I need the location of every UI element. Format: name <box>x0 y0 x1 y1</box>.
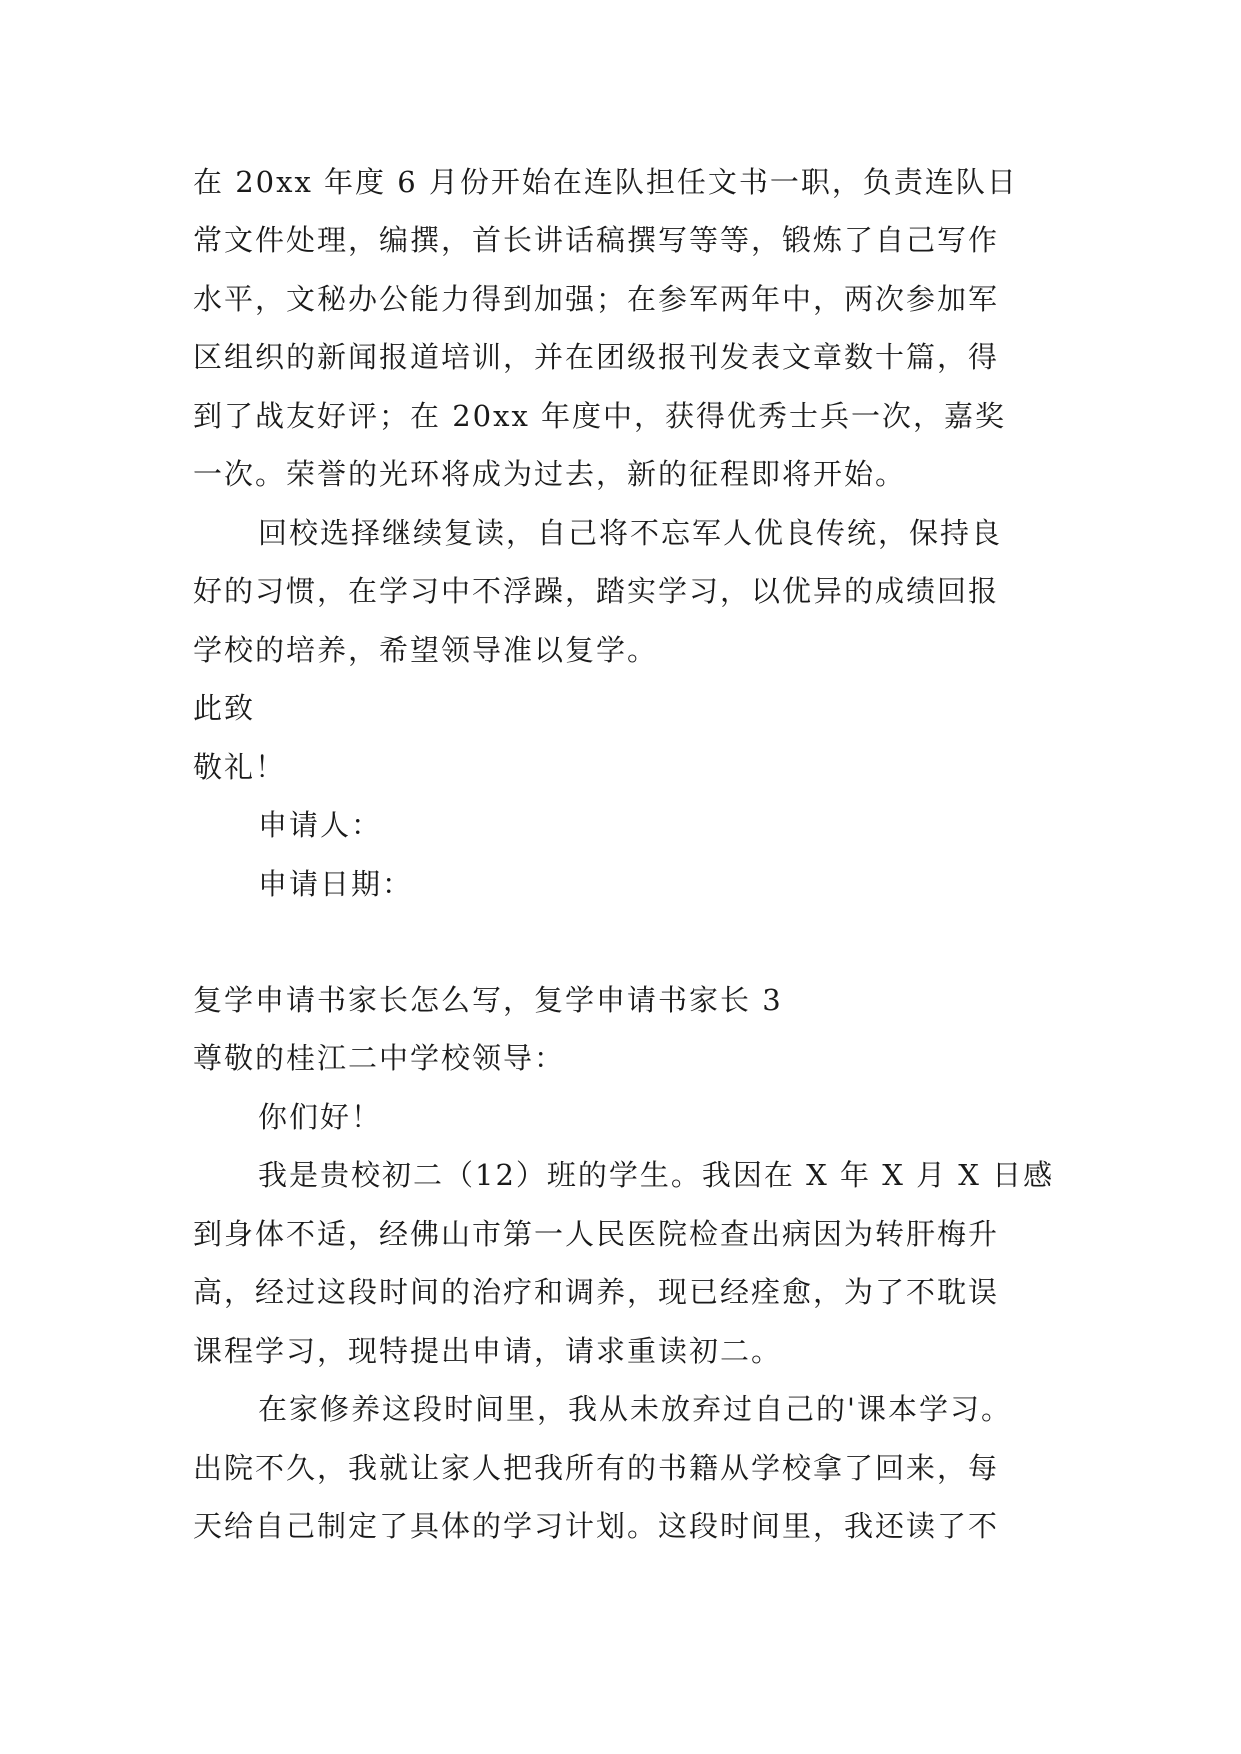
paragraph-2-line-2: 好的习惯，在学习中不浮躁，踏实学习，以优异的成绩回报 <box>193 574 1000 608</box>
paragraph-2-line-3: 学校的培养，希望领导准以复学。 <box>193 633 659 667</box>
paragraph-1-line-2: 常文件处理，编撰，首长讲话稿撰写等等，锻炼了自己写作 <box>193 223 1000 257</box>
paragraph-4-line-2: 出院不久，我就让家人把我所有的书籍从学校拿了回来，每 <box>193 1451 1000 1485</box>
paragraph-1-line-1: 在 20xx 年度 6 月份开始在连队担任文书一职，负责连队日 <box>193 165 1018 199</box>
salutation: 尊敬的桂江二中学校领导： <box>193 1041 566 1075</box>
closing-jing-li: 敬礼！ <box>193 750 287 784</box>
paragraph-2-line-1: 回校选择继续复读，自己将不忘军人优良传统，保持良 <box>258 516 1003 550</box>
paragraph-4-line-3: 天给自己制定了具体的学习计划。这段时间里，我还读了不 <box>193 1509 1000 1543</box>
section-title: 复学申请书家长怎么写，复学申请书家长 3 <box>193 983 783 1017</box>
application-date-label: 申请日期： <box>258 867 414 901</box>
paragraph-1-line-3: 水平，文秘办公能力得到加强；在参军两年中，两次参加军 <box>193 282 1000 316</box>
applicant-label: 申请人： <box>258 808 383 842</box>
paragraph-4-line-1: 在家修养这段时间里，我从未放弃过自己的'课本学习。 <box>258 1392 1012 1426</box>
paragraph-1-line-6: 一次。荣誉的光环将成为过去，新的征程即将开始。 <box>193 457 907 491</box>
paragraph-3-line-4: 课程学习，现特提出申请，请求重读初二。 <box>193 1334 783 1368</box>
paragraph-3-line-3: 高，经过这段时间的治疗和调养，现已经痊愈，为了不耽误 <box>193 1275 1000 1309</box>
paragraph-3-line-1: 我是贵校初二（12）班的学生。我因在 X 年 X 月 X 日感 <box>258 1158 1055 1192</box>
paragraph-1-line-5: 到了战友好评；在 20xx 年度中，获得优秀士兵一次，嘉奖 <box>193 399 1007 433</box>
greeting: 你们好！ <box>258 1100 383 1134</box>
paragraph-3-line-2: 到身体不适，经佛山市第一人民医院检查出病因为转肝梅升 <box>193 1217 1000 1251</box>
paragraph-1-line-4: 区组织的新闻报道培训，并在团级报刊发表文章数十篇，得 <box>193 340 1000 374</box>
closing-ci-zhi: 此致 <box>193 691 256 725</box>
